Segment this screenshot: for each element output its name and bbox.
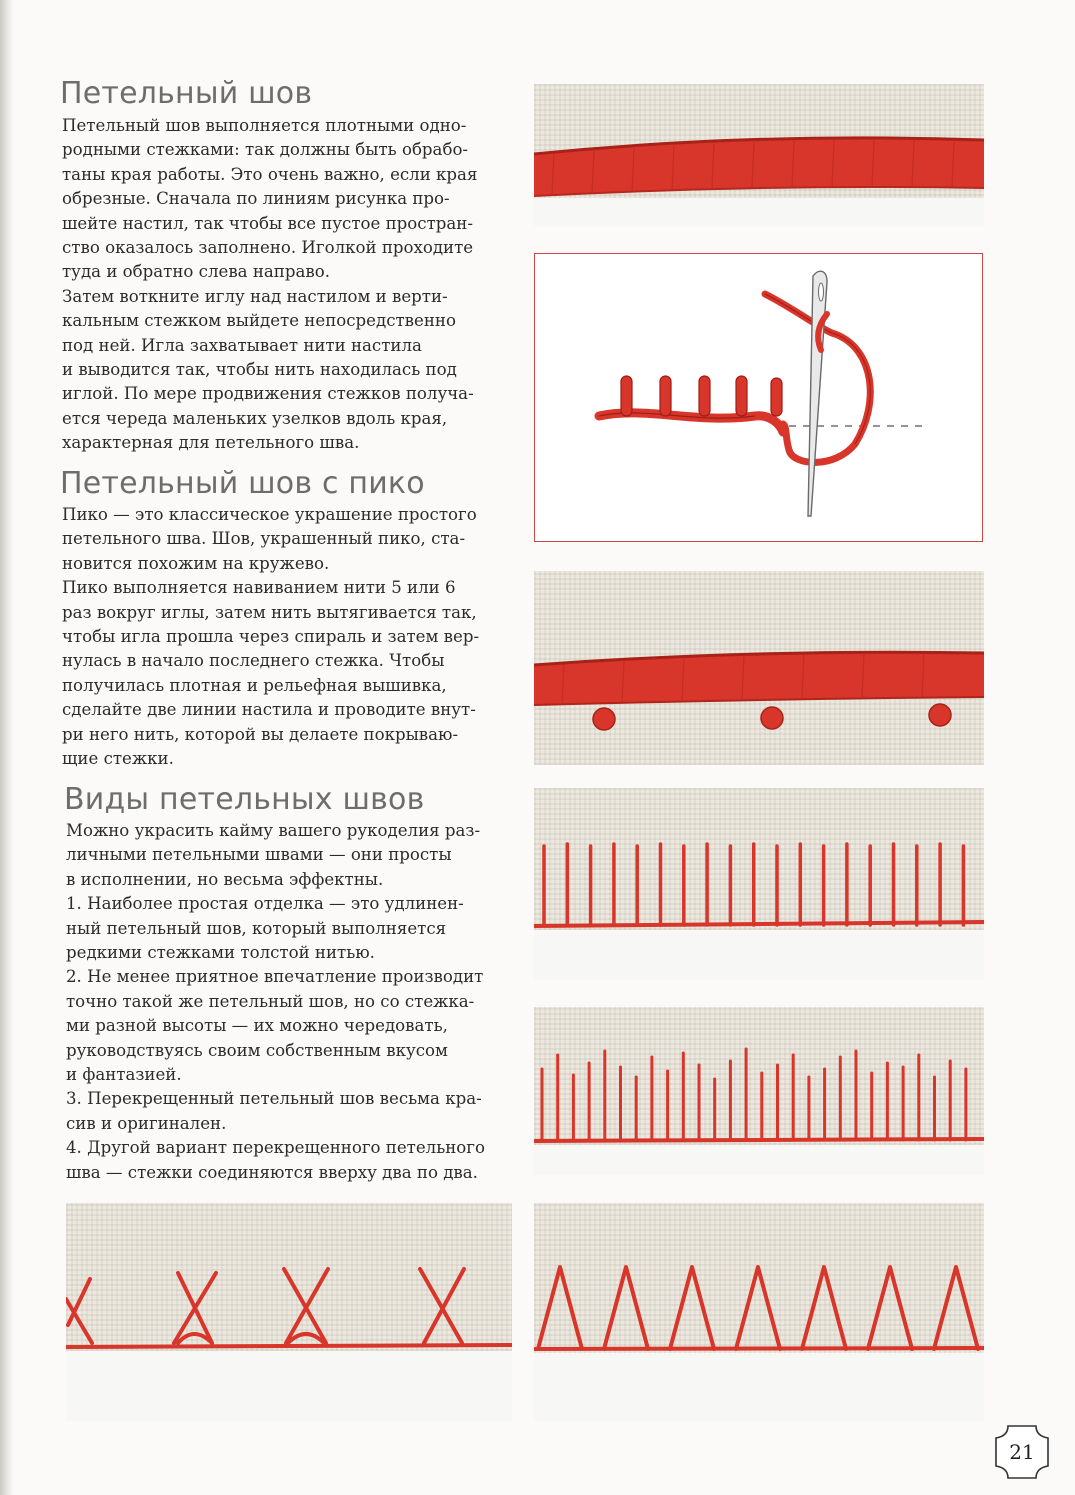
text-line: точно такой же петельный шов, но со стежка- <box>66 991 475 1011</box>
picot-buttonhole-photo <box>534 571 984 765</box>
text-line: ный петельный шов, который выполняется <box>66 918 447 938</box>
text-line: Петельный шов выполняется плотными одно- <box>62 116 467 135</box>
paired-buttonhole-photo <box>534 1203 984 1421</box>
page-number-text: 21 <box>1009 1440 1035 1464</box>
text-line: руководствуясь своим собственным вкусом <box>66 1040 448 1060</box>
text-line: шва — стежки соединяются вверху два по два. <box>66 1162 478 1182</box>
text-line: под ней. Игла захватывает нити настила <box>62 335 422 355</box>
text-line: в исполнении, но весьма эффектны. <box>66 869 384 889</box>
text-line: туда и обратно слева направо. <box>62 262 330 282</box>
section-body-buttonhole-stitch <box>62 114 477 456</box>
page-number <box>994 1424 1050 1480</box>
text-line: 2. Не менее приятное впечатление производит <box>66 967 484 987</box>
text-line: нулась в начало последнего стежка. Чтобы <box>62 651 445 671</box>
section-body-buttonhole-types <box>66 819 485 1185</box>
section-body-picot-stitch <box>62 503 479 771</box>
text-line: Затем воткните иглу над настилом и верти- <box>62 286 448 306</box>
text-line: Пико — это классическое украшение простого <box>62 505 477 524</box>
text-line: иглой. По мере продвижения стежков получа- <box>62 384 474 404</box>
text-line: раз вокруг иглы, затем нить вытягивается так, <box>62 602 477 622</box>
varied-buttonhole-photo <box>534 1007 984 1175</box>
book-spine-shadow <box>0 0 14 1495</box>
dense-buttonhole-photo <box>534 84 984 226</box>
section-title-picot-stitch: Петельный шов с пико <box>60 466 425 501</box>
text-line: сив и оригинален. <box>66 1113 227 1133</box>
text-line: редкими стежками толстой нитью. <box>66 943 375 963</box>
section-title-buttonhole-stitch: Петельный шов <box>60 76 313 111</box>
text-line: родными стежками: так должны быть обрабо- <box>62 140 469 160</box>
text-line: сделайте две линии настила и проводите внут- <box>62 700 476 720</box>
section-title-buttonhole-types: Виды петельных швов <box>64 782 425 817</box>
needle-stitch-diagram <box>534 253 983 542</box>
text-line: ство оказалось заполнено. Иголкой проходите <box>62 238 474 258</box>
text-line: 1. Наиболее простая отделка — это удлинен- <box>66 894 464 914</box>
text-line: Пико выполняется навиванием нити 5 или 6 <box>62 578 456 598</box>
text-line: личными петельными швами — они просты <box>66 845 452 865</box>
text-line: новится похожим на кружево. <box>62 553 330 573</box>
text-line: ется череда маленьких узелков вдоль края, <box>62 408 448 428</box>
text-line: ри него нить, которой вы делаете покрываю- <box>62 724 459 744</box>
text-line: 3. Перекрещенный петельный шов весьма кра- <box>66 1089 482 1109</box>
long-buttonhole-photo <box>534 788 984 980</box>
text-line: 4. Другой вариант перекрещенного петельного <box>66 1138 485 1158</box>
text-line: характерная для петельного шва. <box>62 433 360 453</box>
text-line: и выводится так, чтобы нить находилась под <box>62 360 457 380</box>
text-line: щие стежки. <box>62 749 174 769</box>
crossed-buttonhole-photo <box>66 1203 512 1421</box>
text-line: шейте настил, так чтобы все пустое простран- <box>62 213 473 233</box>
text-line: петельного шва. Шов, украшенный пико, ста- <box>62 529 466 549</box>
text-line: получилась плотная и рельефная вышивка, <box>62 675 447 695</box>
text-line: Можно украсить кайму вашего рукоделия раз- <box>66 821 481 840</box>
text-line: ми разной высоты — их можно чередовать, <box>66 1016 448 1036</box>
text-line: и фантазией. <box>66 1065 182 1085</box>
text-line: кальным стежком выйдете непосредственно <box>62 311 456 331</box>
text-line: обрезные. Сначала по линиям рисунка про- <box>62 189 450 209</box>
text-line: таны края работы. Это очень важно, если края <box>62 164 478 184</box>
text-line: чтобы игла прошла через спираль и затем вер- <box>62 627 480 647</box>
